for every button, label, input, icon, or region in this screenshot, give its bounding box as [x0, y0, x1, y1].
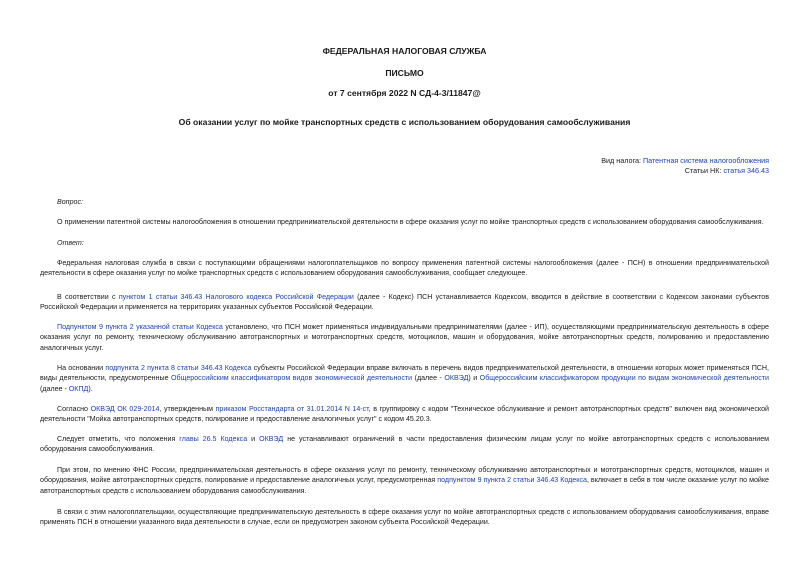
subparagraph-link[interactable]: Подпунктом 9 пункта 2 указанной статьи Кодекса: [57, 323, 223, 331]
okved-ok-link[interactable]: ОКВЭД ОК 029-2014: [90, 405, 160, 413]
okved-link[interactable]: ОКВЭД: [444, 374, 469, 383]
document-subject: Об оказании услуг по мойке транспортных средств с использованием оборудования самообслуживания: [178, 117, 631, 127]
paragraph-1: Федеральная налоговая служба в связи с поступающими обращениями налогоплательщиков по вопросу применения патентной системы налогообложения (далее - ПСН) в отношении предпринимательской деятельности в сфере оказания услуг по мойке транспортных средств с использованием оборудования самообслуживания, сообщает следующее.: [40, 259, 769, 278]
okved-link[interactable]: ОКВЭД: [259, 435, 284, 443]
nk-article-link[interactable]: пунктом 1 статьи 346.43 Налогового кодекса Российской Федерации: [118, 293, 354, 301]
paragraph-8: В связи с этим налогоплательщики, осуществляющие предпринимательскую деятельность в сфере оказания услуг по мойке автотранспортных средств с использованием оборудования самообслуживания, вправе применять ПСН в отношении указанного вида деятельности в случае, если он предусмотрен законом субъекта Российской Федерации.: [40, 508, 769, 527]
question-text: О применении патентной системы налогообложения в отношении предпринимательской деятельности в сфере оказания услуг по мойке транспортных средств с использованием оборудования самообслуживания.: [57, 218, 764, 226]
paragraph-4-text: ) и: [468, 374, 480, 383]
paragraph-4-text: (далее -: [40, 384, 69, 393]
subparagraph-link[interactable]: подпункта 2 пункта 8 статьи 346.43 Кодекса: [105, 364, 252, 372]
chapter-link[interactable]: главы 26.5 Кодекса: [179, 435, 248, 443]
agency-title: ФЕДЕРАЛЬНАЯ НАЛОГОВАЯ СЛУЖБА: [322, 46, 487, 56]
nk-articles-line: [685, 166, 769, 176]
okved-classifier-link[interactable]: Общероссийским классификатором видов экономической деятельности: [171, 374, 413, 383]
paragraph-5-text: Согласно: [57, 405, 91, 413]
paragraph-6-text: и: [247, 435, 260, 443]
paragraph-4-text: На основании: [57, 364, 106, 372]
subparagraph-link[interactable]: подпунктом 9 пункта 2 статьи 346.43 Кодекса: [437, 476, 587, 485]
paragraph-3-text: установлено, что ПСН может применяться индивидуальными предпринимателями (далее - ИП), осуществляющими предпринимательскую деятельность в сфере оказания услуг по ремонту, техническому обслуживанию автотранспортных и мототранспортных средств, мотоциклов, машин и оборудования, мойке автотранспортных средств, полированию и предоставлению аналогичных услуг.: [40, 323, 769, 352]
tax-type-line: [601, 156, 769, 166]
okpd-link[interactable]: ОКПД: [68, 384, 89, 393]
document-type: ПИСЬМО: [385, 68, 424, 78]
paragraph-7-text: При этом, по мнению ФНС России, предпринимательская деятельность в сфере оказания услуг по ремонту, техническому обслуживанию автотранспортных и мототранспортных средств, мотоциклов, машин и оборудования, мойке автотранспортных средств, полирование и предоставление аналогичных услуг, предусмотренная: [40, 466, 769, 485]
paragraph-6-text: не устанавливают ограничений в части предоставления физическим лицам услуг по мойке автотранспортных средств с использованием оборудования самообслуживания.: [40, 435, 770, 454]
paragraph-4-text: (далее -: [412, 374, 445, 383]
answer-label: Ответ:: [57, 239, 84, 247]
paragraph-2-text: (далее - Кодекс) ПСН устанавливается Кодексом, вводится в действие в соответствии с Кодексом законами субъектов Российской Федерации и применяется на территориях указанных субъектов Российской Федерации.: [40, 293, 769, 312]
nk-articles-label: Статьи НК:: [684, 166, 724, 175]
paragraph-7: [40, 465, 769, 496]
paragraph-5-text: , утвержденным: [159, 405, 216, 413]
paragraph-2-text: В соответствии с: [57, 293, 119, 301]
paragraph-4-text: субъекты Российской Федерации вправе включать в перечень видов предпринимательской деятельности, в отношении которых может применяться ПСН, виды деятельности, предусмотренные: [40, 364, 770, 383]
paragraph-6: [40, 434, 769, 455]
paragraph-7-text: , включает в себя в том числе оказание услуг по мойке автотранспортных средств с использованием оборудования самообслуживания.: [40, 476, 769, 495]
okpd-classifier-link[interactable]: Общероссийским классификатором продукции по видам экономической деятельности: [479, 374, 769, 383]
paragraph-5-text: , в группировку с кодом "Техническое обслуживание и ремонт автотранспортных средств" включен вид экономической деятельности "Мойка автотранспортных средств, полирование и предоставление аналогичных услуг" с кодом 45.20.3.: [40, 405, 769, 424]
question-label: Вопрос:: [57, 198, 83, 206]
document-date-number: от 7 сентября 2022 N СД-4-3/11847@: [328, 88, 481, 98]
paragraph-6-text: Следует отметить, что положения: [57, 435, 180, 443]
paragraph-4-text: ).: [88, 384, 93, 393]
tax-type-link[interactable]: Патентная система налогообложения: [642, 156, 769, 165]
paragraph-3: [40, 322, 769, 353]
nk-articles-link[interactable]: статья 346.43: [723, 166, 769, 175]
paragraph-2: [40, 292, 769, 313]
rosstandart-order-link[interactable]: приказом Росстандарта от 31.01.2014 N 14-ст: [215, 405, 369, 413]
paragraph-5: [40, 404, 769, 425]
tax-type-label: Вид налога:: [601, 156, 643, 165]
paragraph-4: [40, 363, 769, 394]
